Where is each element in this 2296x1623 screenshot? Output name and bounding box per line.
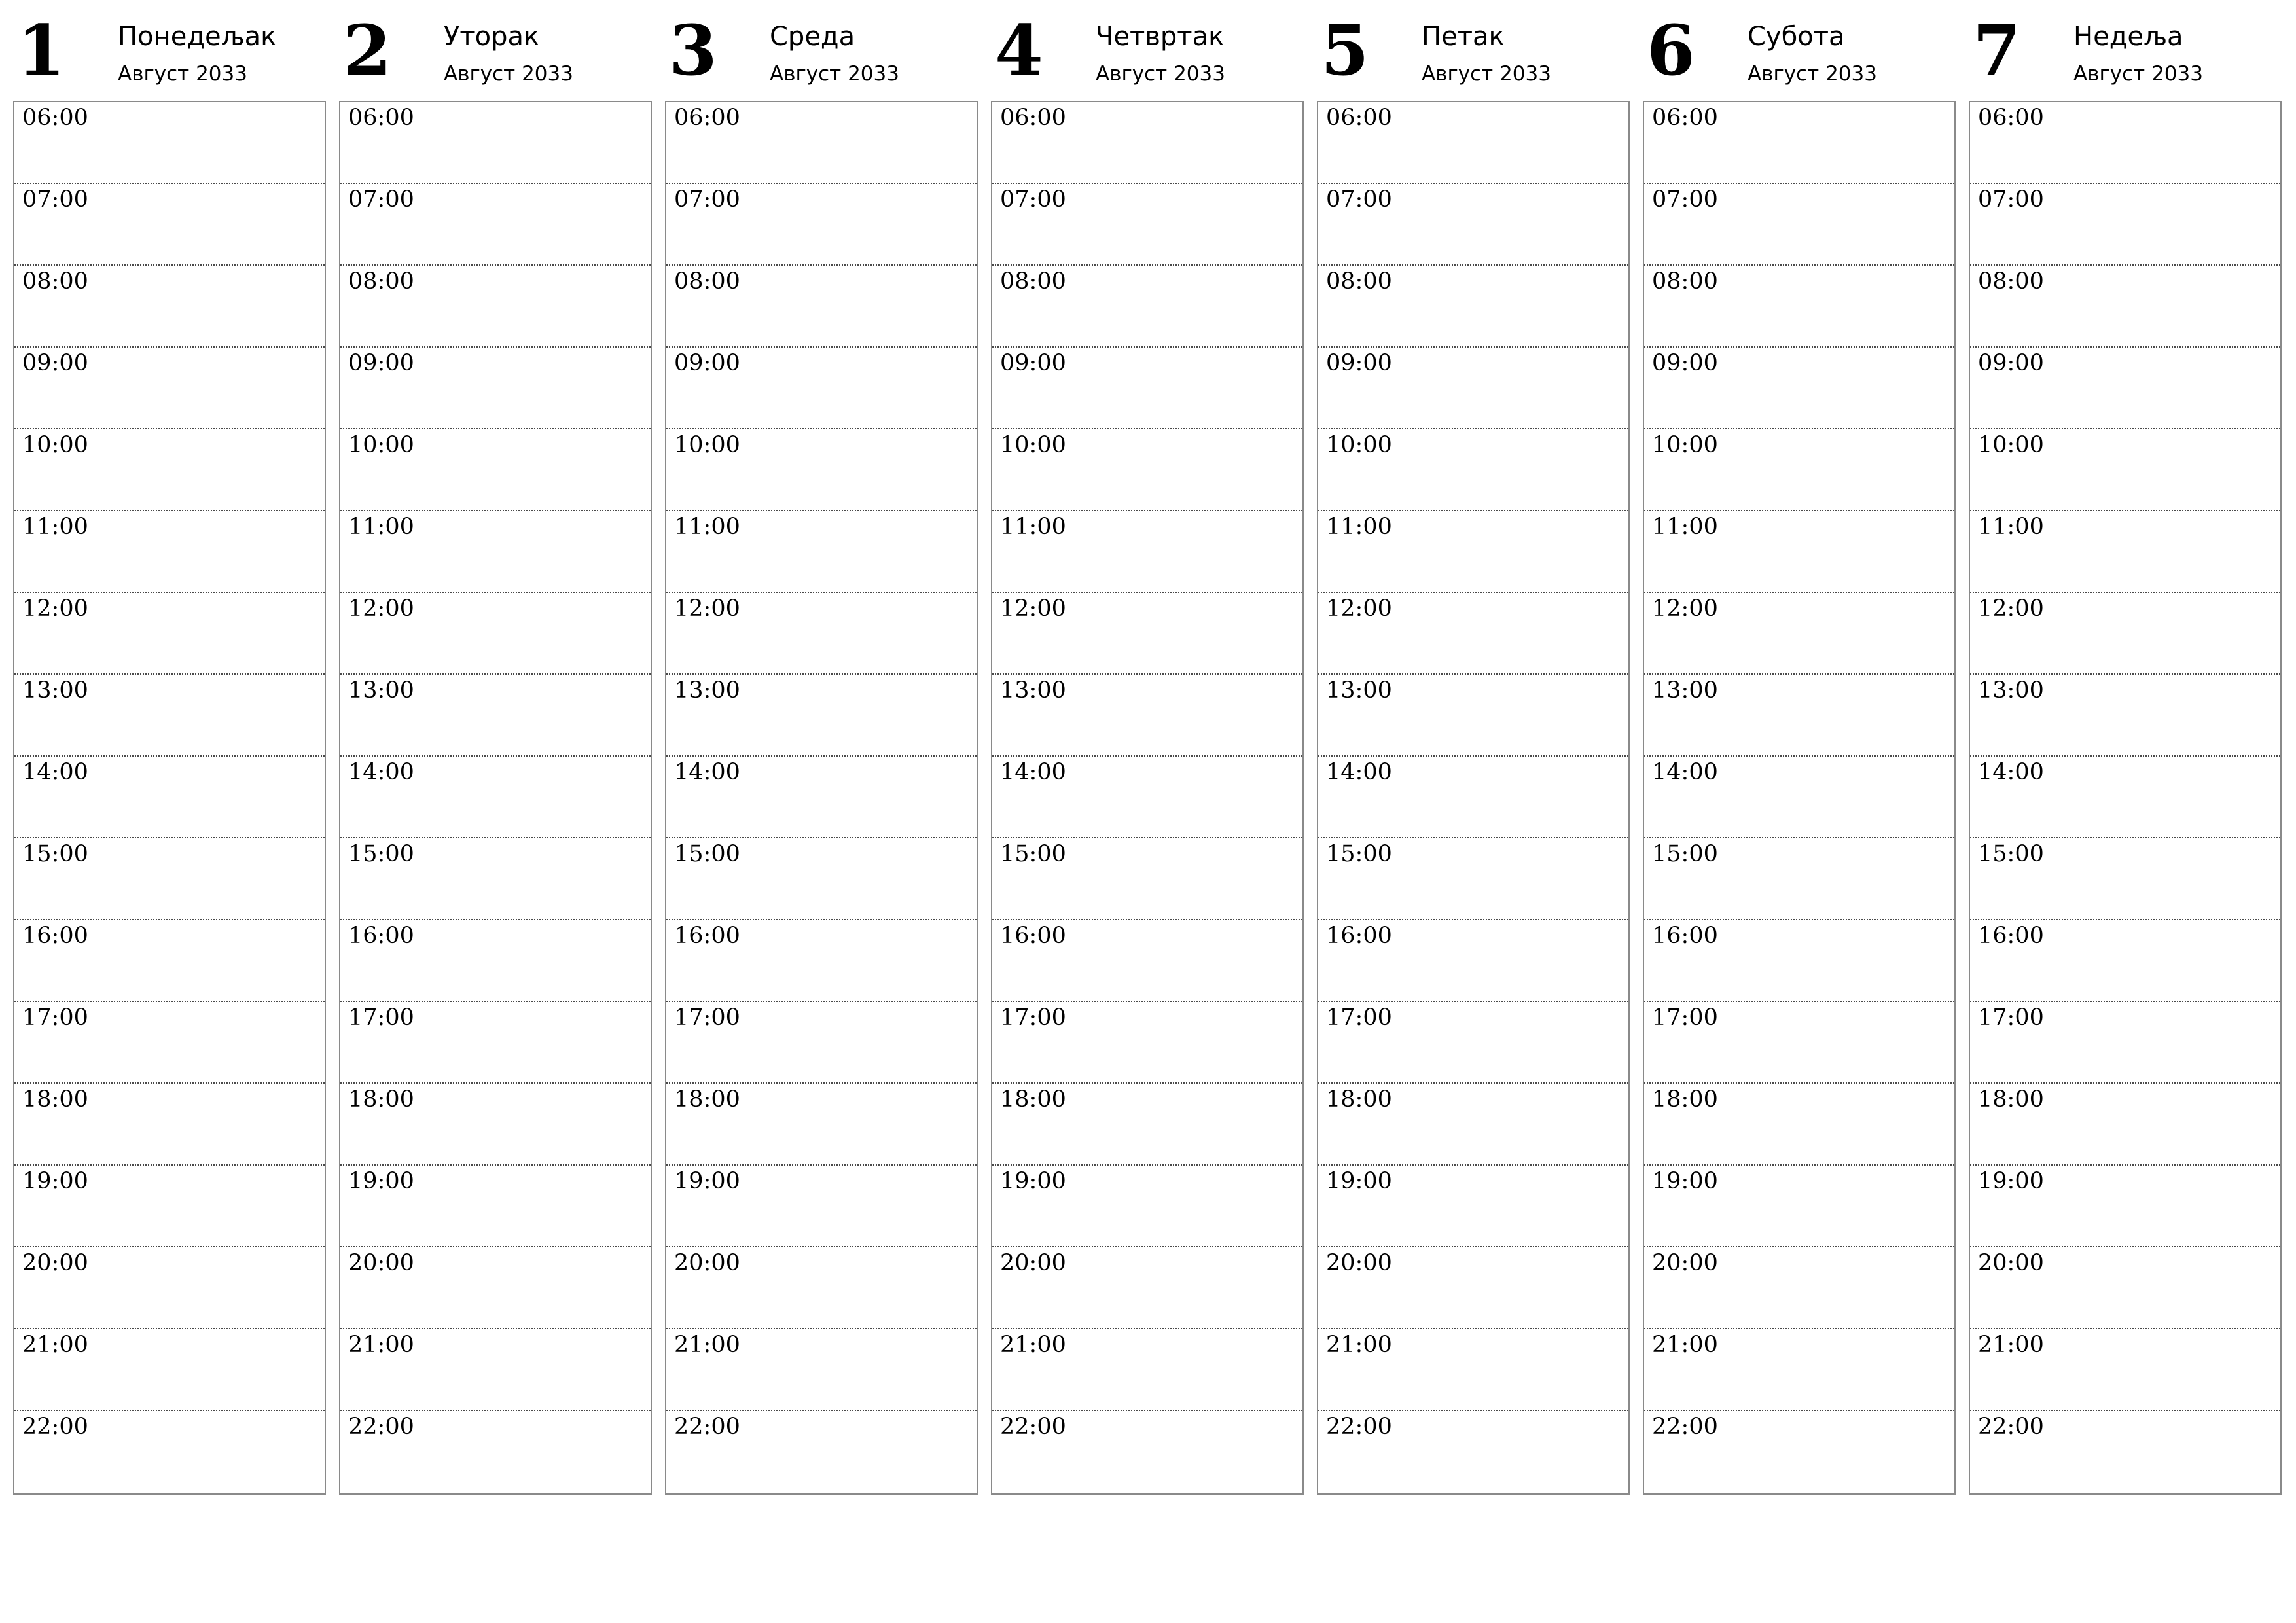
time-slot[interactable] [666,675,977,757]
time-slot[interactable] [666,348,977,429]
time-slot[interactable] [340,429,651,511]
time-slot-label: 21:00 [1326,1332,1392,1358]
time-slot[interactable] [340,838,651,920]
time-slot[interactable] [340,1002,651,1084]
time-slot[interactable] [340,920,651,1002]
time-slot-label: 19:00 [22,1168,88,1194]
time-slot-label: 10:00 [1652,432,1718,458]
time-slot-label: 18:00 [1326,1086,1392,1113]
time-slot[interactable] [1644,675,1954,757]
time-slot[interactable] [1318,593,1628,675]
time-slot-label: 09:00 [22,350,88,376]
time-slot[interactable] [992,1247,1302,1329]
time-slot-label: 12:00 [348,596,414,622]
time-slot-label: 06:00 [674,105,740,131]
time-slot-label: 12:00 [674,596,740,622]
time-slot[interactable] [666,429,977,511]
time-slot[interactable] [1318,1329,1628,1411]
time-slot[interactable] [14,1247,325,1329]
time-slot[interactable] [992,184,1302,266]
time-slot[interactable] [666,1002,977,1084]
time-slot[interactable] [666,1166,977,1247]
time-slot[interactable] [1318,102,1628,184]
time-slot-label: 11:00 [1000,514,1066,540]
time-slot-label: 22:00 [1326,1414,1392,1440]
time-slot-label: 20:00 [22,1250,88,1276]
day-name: Петак [1422,22,1505,52]
time-slot-label: 10:00 [1000,432,1066,458]
time-slot-label: 20:00 [348,1250,414,1276]
time-slot[interactable] [340,675,651,757]
time-slot[interactable] [1970,1247,2280,1329]
time-slot-box [991,101,1304,1495]
time-slot[interactable] [14,920,325,1002]
time-slot-label: 14:00 [674,759,740,785]
day-month-label: Август 2033 [1096,62,1225,86]
time-slot[interactable] [1970,348,2280,429]
time-slot[interactable] [992,757,1302,838]
day-number: 5 [1321,9,1369,91]
time-slot[interactable] [1970,920,2280,1002]
time-slot[interactable] [1970,1002,2280,1084]
time-slot-label: 17:00 [674,1005,740,1031]
time-slot-label: 21:00 [348,1332,414,1358]
time-slot[interactable] [340,1411,651,1493]
day-number: 7 [1973,9,2021,91]
time-slot[interactable] [14,511,325,593]
time-slot-label: 14:00 [1326,759,1392,785]
time-slot[interactable] [340,184,651,266]
time-slot-label: 21:00 [22,1332,88,1358]
time-slot-label: 08:00 [674,268,740,294]
time-slot-box [1317,101,1630,1495]
time-slot-label: 07:00 [1326,187,1392,213]
time-slot-label: 17:00 [1326,1005,1392,1031]
time-slot-label: 09:00 [348,350,414,376]
time-slot-label: 22:00 [1652,1414,1718,1440]
time-slot-label: 20:00 [1652,1250,1718,1276]
day-name: Субота [1748,22,1845,52]
time-slot-label: 09:00 [674,350,740,376]
time-slot-box [1969,101,2282,1495]
day-name: Среда [770,22,855,52]
time-slot-box [13,101,326,1495]
time-slot-label: 16:00 [1326,923,1392,949]
time-slot[interactable] [14,757,325,838]
time-slot-label: 14:00 [1978,759,2044,785]
time-slot-label: 18:00 [1978,1086,2044,1113]
time-slot-label: 20:00 [1978,1250,2044,1276]
time-slot[interactable] [1318,184,1628,266]
time-slot-label: 06:00 [1652,105,1718,131]
time-slot-label: 18:00 [22,1086,88,1113]
time-slot-label: 13:00 [22,677,88,704]
time-slot-label: 21:00 [1978,1332,2044,1358]
time-slot[interactable] [1970,757,2280,838]
time-slot[interactable] [666,757,977,838]
time-slot-label: 22:00 [1978,1414,2044,1440]
time-slot-label: 19:00 [1326,1168,1392,1194]
time-slot-label: 07:00 [1000,187,1066,213]
time-slot[interactable] [1318,1002,1628,1084]
time-slot[interactable] [1318,511,1628,593]
time-slot-label: 07:00 [674,187,740,213]
time-slot[interactable] [1970,1166,2280,1247]
day-number: 6 [1647,9,1695,91]
time-slot-label: 17:00 [1978,1005,2044,1031]
time-slot[interactable] [666,593,977,675]
time-slot-label: 17:00 [1652,1005,1718,1031]
time-slot[interactable] [14,1166,325,1247]
time-slot-label: 22:00 [348,1414,414,1440]
time-slot-label: 16:00 [674,923,740,949]
time-slot[interactable] [1644,348,1954,429]
time-slot-label: 09:00 [1652,350,1718,376]
time-slot[interactable] [992,266,1302,348]
time-slot-label: 15:00 [22,841,88,867]
day-number: 3 [669,9,717,91]
time-slot-label: 16:00 [22,923,88,949]
time-slot[interactable] [14,429,325,511]
time-slot-label: 16:00 [1978,923,2044,949]
time-slot-label: 14:00 [348,759,414,785]
time-slot-label: 12:00 [1326,596,1392,622]
time-slot[interactable] [1318,757,1628,838]
time-slot[interactable] [666,266,977,348]
time-slot-label: 13:00 [1978,677,2044,704]
time-slot[interactable] [1644,266,1954,348]
time-slot-label: 12:00 [22,596,88,622]
time-slot[interactable] [666,838,977,920]
time-slot[interactable] [1644,1002,1954,1084]
time-slot-label: 08:00 [348,268,414,294]
time-slot[interactable] [1644,184,1954,266]
time-slot[interactable] [1644,757,1954,838]
time-slot[interactable] [992,675,1302,757]
time-slot[interactable] [340,511,651,593]
time-slot-label: 13:00 [1000,677,1066,704]
time-slot[interactable] [1644,920,1954,1002]
time-slot-label: 10:00 [348,432,414,458]
time-slot-label: 16:00 [1652,923,1718,949]
time-slot-label: 12:00 [1000,596,1066,622]
time-slot[interactable] [340,102,651,184]
day-name: Недеља [2073,22,2183,52]
time-slot[interactable] [340,1329,651,1411]
time-slot[interactable] [1644,1084,1954,1166]
time-slot-label: 14:00 [1652,759,1718,785]
time-slot-label: 20:00 [1326,1250,1392,1276]
time-slot-label: 07:00 [1978,187,2044,213]
time-slot[interactable] [992,511,1302,593]
time-slot[interactable] [14,266,325,348]
time-slot[interactable] [14,348,325,429]
time-slot-label: 19:00 [674,1168,740,1194]
time-slot[interactable] [1318,1247,1628,1329]
time-slot-label: 09:00 [1978,350,2044,376]
time-slot[interactable] [1970,593,2280,675]
time-slot[interactable] [1318,348,1628,429]
time-slot[interactable] [340,593,651,675]
time-slot-label: 06:00 [1326,105,1392,131]
time-slot[interactable] [992,1166,1302,1247]
time-slot[interactable] [340,348,651,429]
time-slot[interactable] [666,1411,977,1493]
day-month-label: Август 2033 [1422,62,1551,86]
day-month-label: Август 2033 [118,62,247,86]
time-slot-label: 08:00 [1978,268,2044,294]
time-slot-label: 15:00 [1000,841,1066,867]
time-slot[interactable] [340,1166,651,1247]
time-slot[interactable] [14,1329,325,1411]
time-slot-label: 18:00 [348,1086,414,1113]
time-slot-label: 18:00 [1652,1086,1718,1113]
day-name: Четвртак [1096,22,1225,52]
time-slot-label: 08:00 [22,268,88,294]
time-slot-label: 11:00 [348,514,414,540]
time-slot[interactable] [14,675,325,757]
time-slot[interactable] [666,511,977,593]
time-slot-label: 19:00 [348,1168,414,1194]
day-number: 4 [995,9,1043,91]
time-slot-label: 21:00 [1000,1332,1066,1358]
time-slot[interactable] [14,184,325,266]
time-slot-label: 10:00 [22,432,88,458]
time-slot-label: 13:00 [674,677,740,704]
time-slot[interactable] [340,266,651,348]
time-slot[interactable] [992,593,1302,675]
time-slot-label: 20:00 [1000,1250,1066,1276]
time-slot-label: 15:00 [674,841,740,867]
day-month-label: Август 2033 [770,62,899,86]
time-slot[interactable] [1970,511,2280,593]
day-number: 1 [17,9,65,91]
time-slot-label: 19:00 [1978,1168,2044,1194]
time-slot[interactable] [1644,838,1954,920]
time-slot[interactable] [1970,184,2280,266]
time-slot[interactable] [1970,429,2280,511]
time-slot[interactable] [992,838,1302,920]
day-number: 2 [343,9,391,91]
time-slot-label: 16:00 [1000,923,1066,949]
time-slot-box [1643,101,1956,1495]
time-slot[interactable] [992,1084,1302,1166]
time-slot[interactable] [14,593,325,675]
time-slot-label: 06:00 [1978,105,2044,131]
time-slot-label: 07:00 [22,187,88,213]
time-slot[interactable] [992,920,1302,1002]
time-slot[interactable] [1318,838,1628,920]
time-slot-label: 11:00 [1978,514,2044,540]
time-slot-label: 22:00 [674,1414,740,1440]
time-slot-label: 11:00 [674,514,740,540]
time-slot-label: 12:00 [1978,596,2044,622]
time-slot-box [665,101,978,1495]
time-slot-label: 11:00 [1326,514,1392,540]
time-slot-label: 06:00 [348,105,414,131]
time-slot[interactable] [666,1329,977,1411]
time-slot-label: 07:00 [1652,187,1718,213]
time-slot-label: 17:00 [348,1005,414,1031]
time-slot[interactable] [1644,1247,1954,1329]
time-slot-label: 13:00 [348,677,414,704]
time-slot-label: 10:00 [1978,432,2044,458]
time-slot-label: 22:00 [1000,1414,1066,1440]
time-slot[interactable] [14,838,325,920]
time-slot-label: 18:00 [674,1086,740,1113]
time-slot-label: 10:00 [1326,432,1392,458]
time-slot-label: 21:00 [1652,1332,1718,1358]
time-slot[interactable] [1970,102,2280,184]
time-slot-label: 08:00 [1652,268,1718,294]
day-name: Понедељак [118,22,277,52]
time-slot[interactable] [1970,266,2280,348]
time-slot[interactable] [992,348,1302,429]
time-slot-label: 12:00 [1652,596,1718,622]
time-slot-label: 08:00 [1000,268,1066,294]
time-slot[interactable] [1318,675,1628,757]
time-slot[interactable] [1644,1166,1954,1247]
time-slot-label: 18:00 [1000,1086,1066,1113]
time-slot-label: 09:00 [1326,350,1392,376]
time-slot-label: 10:00 [674,432,740,458]
time-slot[interactable] [992,429,1302,511]
time-slot[interactable] [1970,1084,2280,1166]
time-slot[interactable] [1970,838,2280,920]
time-slot[interactable] [340,757,651,838]
day-month-label: Август 2033 [2073,62,2203,86]
time-slot-label: 15:00 [1326,841,1392,867]
time-slot-label: 15:00 [1978,841,2044,867]
time-slot[interactable] [992,102,1302,184]
time-slot[interactable] [1318,1411,1628,1493]
time-slot-label: 14:00 [22,759,88,785]
time-slot-box [339,101,652,1495]
day-name: Уторак [444,22,540,52]
time-slot[interactable] [992,1329,1302,1411]
time-slot-label: 08:00 [1326,268,1392,294]
time-slot[interactable] [1644,593,1954,675]
time-slot-label: 17:00 [22,1005,88,1031]
time-slot[interactable] [666,920,977,1002]
time-slot-label: 13:00 [1326,677,1392,704]
time-slot[interactable] [340,1247,651,1329]
time-slot[interactable] [14,102,325,184]
time-slot[interactable] [1318,429,1628,511]
time-slot[interactable] [1970,1411,2280,1493]
time-slot[interactable] [666,1247,977,1329]
time-slot-label: 16:00 [348,923,414,949]
time-slot-label: 06:00 [1000,105,1066,131]
time-slot[interactable] [1970,1329,2280,1411]
time-slot[interactable] [1318,1084,1628,1166]
time-slot-label: 11:00 [22,514,88,540]
time-slot[interactable] [666,184,977,266]
time-slot[interactable] [1970,675,2280,757]
time-slot[interactable] [1318,920,1628,1002]
time-slot[interactable] [340,1084,651,1166]
time-slot[interactable] [666,102,977,184]
time-slot[interactable] [992,1002,1302,1084]
time-slot[interactable] [14,1084,325,1166]
time-slot-label: 20:00 [674,1250,740,1276]
time-slot[interactable] [1644,429,1954,511]
time-slot-label: 19:00 [1000,1168,1066,1194]
time-slot[interactable] [1644,1411,1954,1493]
time-slot[interactable] [1644,511,1954,593]
time-slot-label: 19:00 [1652,1168,1718,1194]
time-slot-label: 15:00 [348,841,414,867]
time-slot-label: 13:00 [1652,677,1718,704]
time-slot[interactable] [14,1002,325,1084]
time-slot-label: 06:00 [22,105,88,131]
time-slot[interactable] [992,1411,1302,1493]
time-slot-label: 21:00 [674,1332,740,1358]
time-slot[interactable] [14,1411,325,1493]
time-slot[interactable] [1644,102,1954,184]
time-slot-label: 17:00 [1000,1005,1066,1031]
time-slot-label: 09:00 [1000,350,1066,376]
time-slot[interactable] [666,1084,977,1166]
time-slot-label: 11:00 [1652,514,1718,540]
time-slot[interactable] [1644,1329,1954,1411]
day-month-label: Август 2033 [1748,62,1877,86]
time-slot-label: 14:00 [1000,759,1066,785]
time-slot-label: 15:00 [1652,841,1718,867]
time-slot-label: 07:00 [348,187,414,213]
time-slot-label: 22:00 [22,1414,88,1440]
time-slot[interactable] [1318,1166,1628,1247]
time-slot[interactable] [1318,266,1628,348]
day-month-label: Август 2033 [444,62,573,86]
